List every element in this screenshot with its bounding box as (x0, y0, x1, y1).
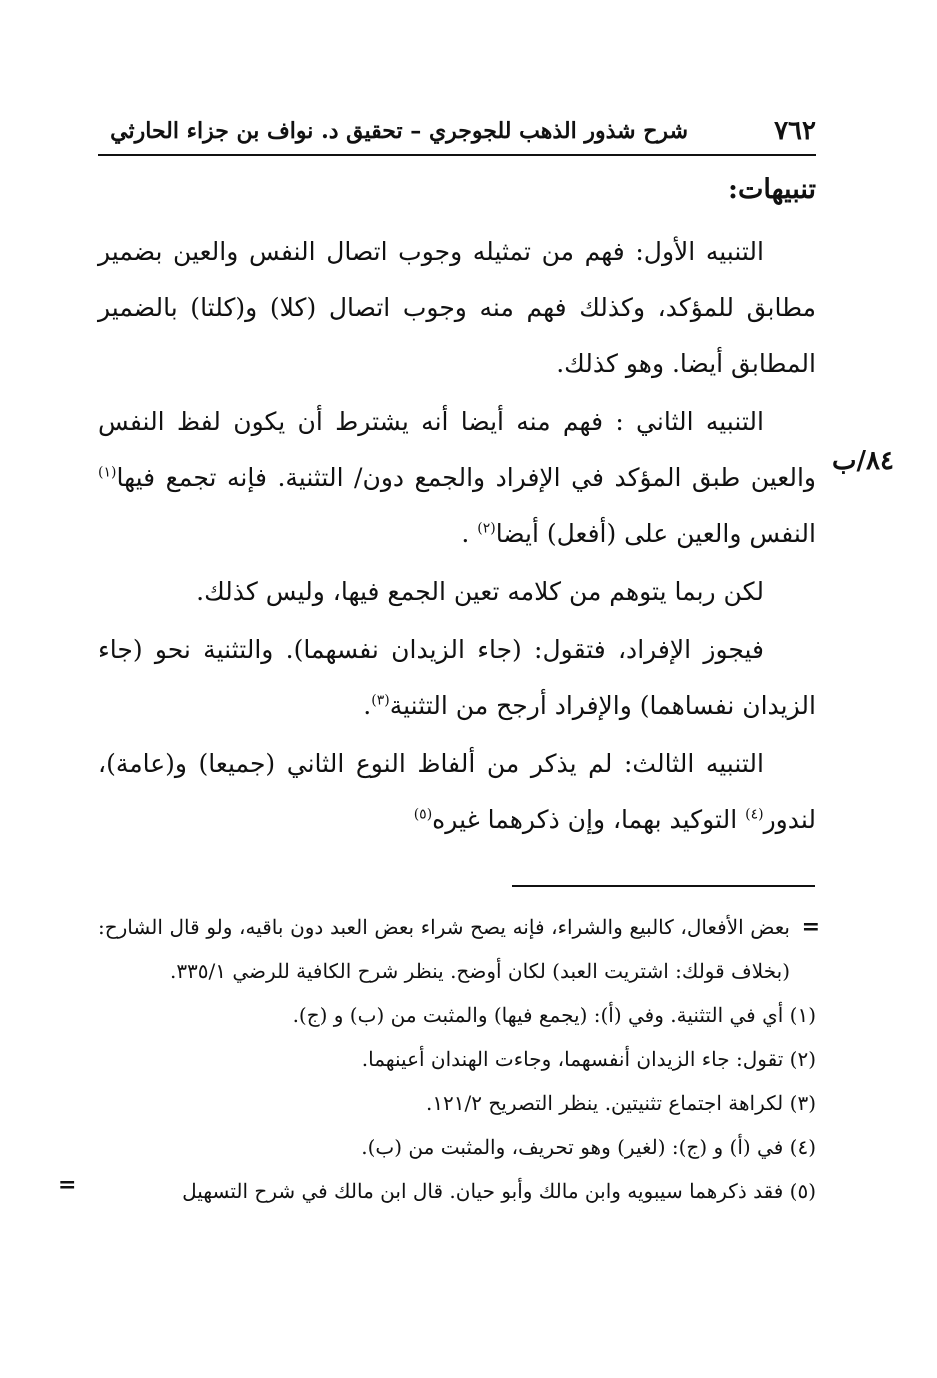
footnote-continuation: = بعض الأفعال، كالبيع والشراء، فإنه يصح شراء بعض العبد دون باقيه، ولو قال الشارح: (بخلاف قولك: اشتريت العبد) لكان أوضح. ينظر شرح الكافية للرضي ٣٣٥/١. (98, 905, 816, 993)
footnotes (58, 905, 820, 1213)
footnote-1: (١) أي في التثنية. وفي (أ): (يجمع فيها) والمثبت من (ب) و (ج). (292, 1003, 816, 1027)
paragraph-first-note: التنبيه الأول: فهم من تمثيله وجوب اتصال النفس والعين بضمير مطابق للمؤكد، وكذلك فهم منه وجوب اتصال (كلا) و(كلتا) بالضمير المطابق أيضا. وهو كذلك. (98, 237, 816, 378)
continuation-marker: = (801, 914, 820, 940)
main-text (98, 168, 816, 850)
footnote-divider (512, 885, 815, 887)
paragraph-remark: لكن ربما يتوهم من كلامه تعين الجمع فيها، وليس كذلك. (196, 577, 764, 606)
footnote-ref-4[interactable]: (٤) (745, 806, 764, 823)
paragraph-singular-permitted: فيجوز الإفراد، فتقول: (جاء الزيدان نفسهما). والتثنية نحو (جاء الزيدان نفساهما) والإفراد أرجح من التثنية$^{(٣)}$. (98, 635, 816, 720)
footnote-2: (٢) تقول: جاء الزيدان أنفسهما، وجاءت الهندان أعينهما. (361, 1047, 816, 1071)
page-header (98, 110, 816, 156)
manuscript-folio-marker: ٨٤/ب (832, 446, 894, 476)
page-number: ٧٦٢ (774, 116, 816, 146)
footnote-ref-3[interactable]: (٣) (371, 692, 390, 709)
footnote-5: (٥) فقد ذكرهما سيبويه وابن مالك وأبو حيان. قال ابن مالك في شرح التسهيل = (98, 1169, 816, 1213)
footnote-ref-5[interactable]: (٥) (413, 806, 433, 823)
footnote-3: (٣) لكراهة اجتماع تثنيتين. ينظر التصريح ١٢١/٢. (425, 1091, 816, 1115)
paragraph-third-note: التنبيه الثالث: لم يذكر من ألفاظ النوع الثاني (جميعا) و(عامة)، لندور$^{(٤)}$ التوكيد بهما، وإن ذكرهما غيره$^{(٥)}$ (98, 749, 816, 834)
footnote-ref-2[interactable]: (٢) (477, 520, 496, 537)
continues-next-page-marker: = (58, 1172, 77, 1198)
footnote-ref-1[interactable]: (١) (98, 464, 117, 481)
paragraph-second-note: التنبيه الثاني : فهم منه أيضا أنه يشترط أن يكون لفظ النفس والعين طبق المؤكد في الإفراد والجمع دون/ التثنية. فإنه تجمع فيها$^{(١)}$ النفس والعين على (أفعل) أيضا$^{(٢)}$ . (98, 407, 816, 548)
section-heading: تنبيهات: (727, 174, 816, 205)
footnote-4: (٤) في (أ) و (ج): (لغير) وهو تحريف، والمثبت من (ب). (361, 1135, 816, 1159)
running-title: شرح شذور الذهب للجوجري – تحقيق د. نواف بن جزاء الحارثي (110, 118, 688, 144)
